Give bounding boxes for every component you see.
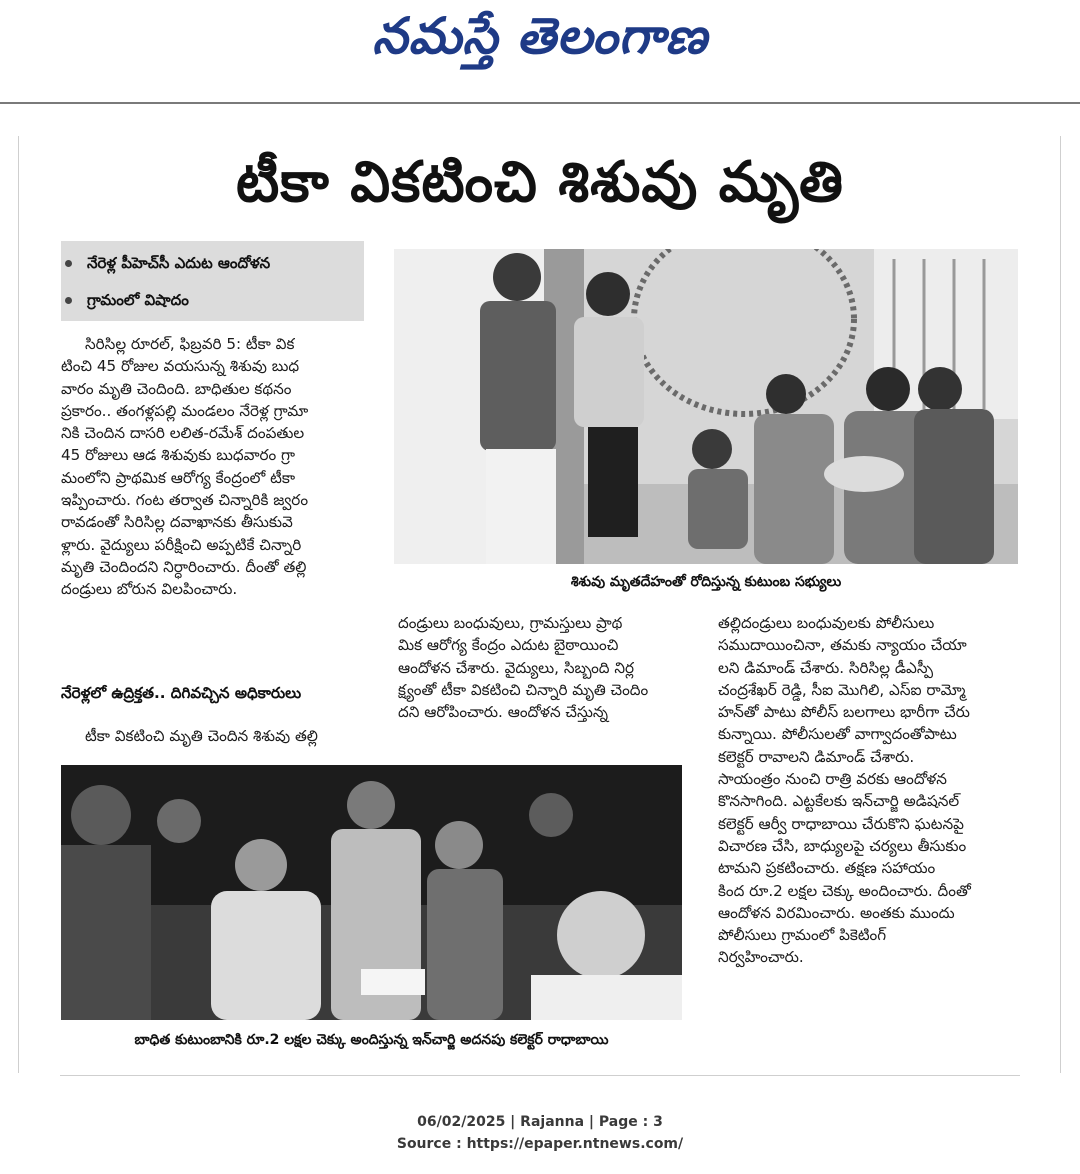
highlight-item xyxy=(61,248,364,278)
text-line: టించి 45 రోజుల వయసున్న శిశువు బుధ xyxy=(61,357,300,376)
text-line: 45 రోజులు ఆడ శిశువుకు బుధవారం గ్రా xyxy=(61,446,296,465)
text-line: కలెక్టర్ రావాలని డిమాండ్ చేశారు. xyxy=(718,747,915,766)
text-line: సముదాయించినా, తమకు న్యాయం చేయా xyxy=(718,636,967,655)
article-column-1-continued xyxy=(61,725,364,747)
text-line: పోలీసులు గ్రామంలో పికెటింగ్ xyxy=(718,926,887,945)
article-headline: టీకా వికటించి శిశువు మృతి xyxy=(236,150,844,215)
text-line: విచారణ చేసి, బాధ్యులపై చర్యలు తీసుకుం xyxy=(718,836,967,855)
text-line: దండ్రులు బోరున విలపించారు. xyxy=(61,580,238,599)
article-subheading: నేరెళ్లలో ఉద్రిక్తత.. దిగివచ్చిన అధికారులు xyxy=(61,684,302,702)
photo-caption: బాధిత కుటుంబానికి రూ.2 లక్షల చెక్కు అందిస్తున్న ఇన్‌చార్జి అదనపు కలెక్టర్ రాధాబాయి xyxy=(134,1032,609,1048)
masthead xyxy=(0,0,1080,100)
edition-info: 06/02/2025 | Rajanna | Page : 3 xyxy=(417,1114,663,1130)
text-line: కలెక్టర్ ఆర్వీ రాధాబాయి చేరుకొని ఘటనపై xyxy=(718,814,964,833)
text-line: ఆందోళన విరమించారు. అంతకు ముందు xyxy=(718,903,955,922)
bullet-icon xyxy=(65,297,72,304)
text-line: హన్‌తో పాటు పోలీస్ బలగాలు భారీగా చేరు xyxy=(718,703,970,722)
text-line: కొనసాగింది. ఎట్టకేలకు ఇన్‌చార్జి అడిషనల్ xyxy=(718,792,960,811)
page-border-right xyxy=(1060,136,1061,1073)
cheque-handover-illustration xyxy=(61,765,682,1020)
highlights-box xyxy=(61,241,364,321)
text-line: నికి చెందిన దాసరి లలిత-రమేశ్ దంపతుల xyxy=(61,424,305,443)
text-line: క్ష్యంతో టీకా వికటించి చిన్నారి మృతి చెందిం xyxy=(398,680,649,699)
text-line: ప్రకారం.. తంగళ్లపల్లి మండలం నేరెళ్ల గ్రామా xyxy=(61,401,309,420)
text-line: కున్నాయి. పోలీసులతో వాగ్వాదంతోపాటు xyxy=(718,725,957,744)
text-line: కింద రూ.2 లక్షల చెక్కు అందించారు. దీంతో xyxy=(718,881,971,900)
text-line: ఆందోళన చేశారు. వైద్యులు, సిబ్బంది నిర్ల xyxy=(398,658,635,677)
text-line: రావడంతో సిరిసిల్ల దవాఖానకు తీసుకువె xyxy=(61,513,293,532)
source-link[interactable]: Source : https://epaper.ntnews.com/ xyxy=(396,1136,684,1152)
family-mourning-photo xyxy=(394,249,1018,564)
article-column-1 xyxy=(61,333,364,601)
text-line: నిర్వహించారు. xyxy=(718,948,804,967)
text-line: మంలోని ప్రాథమిక ఆరోగ్య కేంద్రంలో టీకా xyxy=(61,468,295,487)
masthead-divider xyxy=(0,102,1080,104)
highlight-text: నేరెళ్ల పీహెచ్‌సీ ఎదుట ఆందోళన xyxy=(87,254,271,272)
text-line: వారం మృతి చెందింది. బాధితుల కథనం xyxy=(61,379,292,398)
text-line: టీకా వికటించి మృతి చెందిన శిశువు తల్లి xyxy=(85,727,318,745)
cheque-handover-photo xyxy=(61,765,682,1020)
family-mourning-illustration xyxy=(394,249,1018,564)
photo-caption: శిశువు మృతదేహంతో రోదిస్తున్న కుటుంబ సభ్యులు xyxy=(570,574,842,590)
text-line: తల్లిదండ్రులు బంధువులకు పోలీసులు xyxy=(718,614,935,632)
text-line: దండ్రులు బంధువులు, గ్రామస్తులు ప్రాథ xyxy=(398,614,623,632)
text-line: లని డిమాండ్ చేశారు. సిరిసిల్ల డీఎస్పీ xyxy=(718,658,934,677)
text-line: చంద్రశేఖర్ రెడ్డి, సీఐ మొగిలి, ఎస్ఐ రామ్మో xyxy=(718,680,966,699)
article-column-2 xyxy=(398,612,699,723)
text-line: మిక ఆరోగ్య కేంద్రం ఎదుట బైఠాయించి xyxy=(398,636,619,655)
text-line: ళ్లారు. వైద్యులు పరీక్షించి అప్పటికే చిన్నారి xyxy=(61,535,302,554)
text-line: సిరిసిల్ల రూరల్, ఫిబ్రవరి 5: టీకా విక xyxy=(85,335,295,353)
article-column-3 xyxy=(718,612,1018,969)
text-line: మృతి చెందిందని నిర్ధారించారు. దీంతో తల్లి xyxy=(61,557,307,576)
text-line: టామని ప్రకటించారు. తక్షణ సహాయం xyxy=(718,859,936,878)
page-border-left xyxy=(18,136,19,1073)
text-line: దని ఆరోపించారు. ఆందోళన చేస్తున్న xyxy=(398,703,609,722)
page-border-bottom xyxy=(60,1075,1020,1076)
newspaper-logo: నమస్తే తెలంగాణ xyxy=(372,6,708,65)
highlight-item xyxy=(61,285,364,315)
highlight-text: గ్రామంలో విషాదం xyxy=(87,291,189,309)
bullet-icon xyxy=(65,260,72,267)
text-line: సాయంత్రం నుంచి రాత్రి వరకు ఆందోళన xyxy=(718,770,947,789)
text-line: ఇప్పించారు. గంట తర్వాత చిన్నారికి జ్వరం xyxy=(61,491,309,510)
